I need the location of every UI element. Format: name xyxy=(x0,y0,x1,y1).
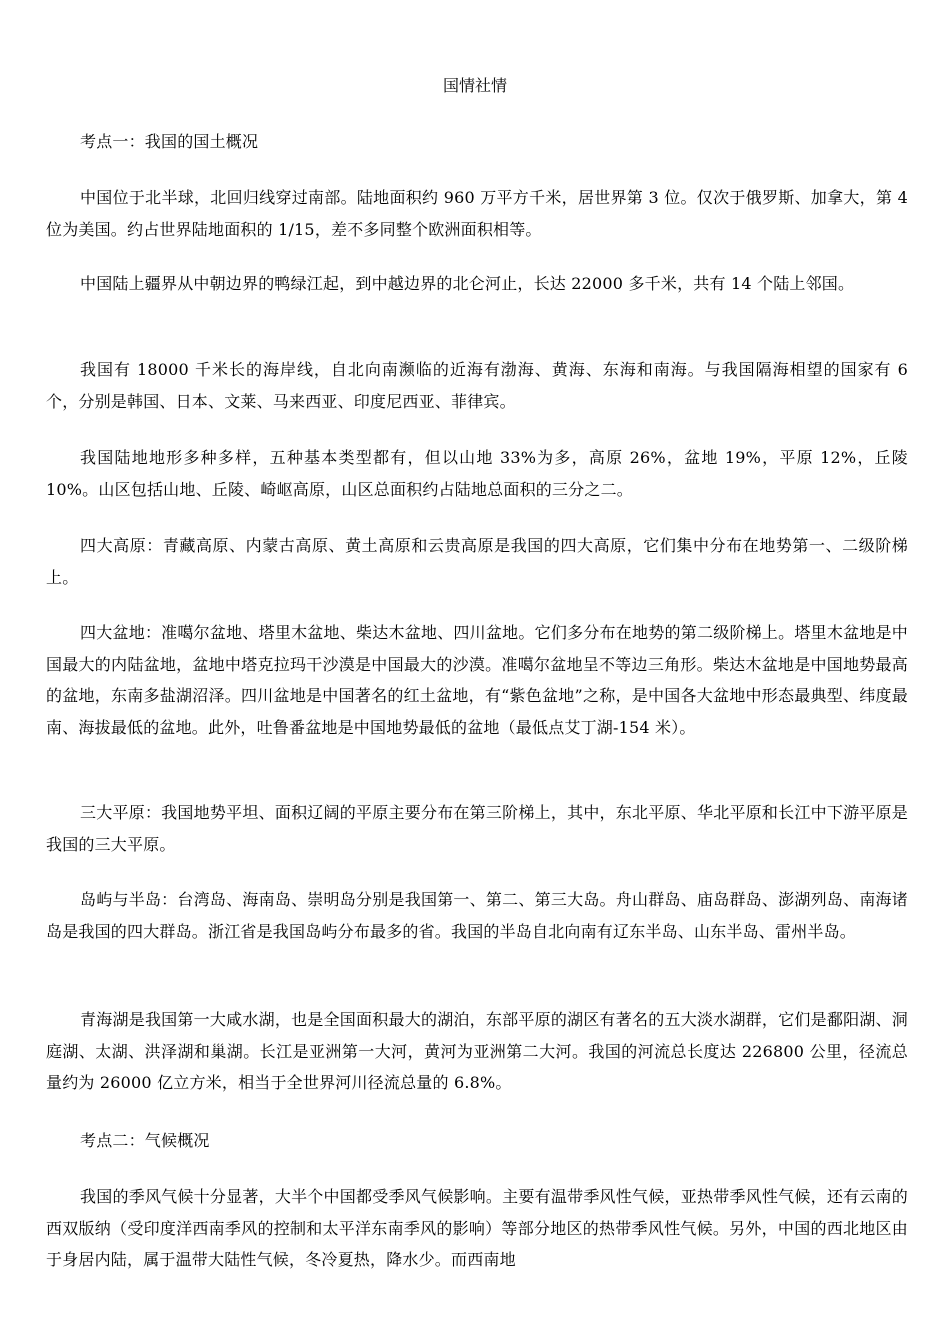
paragraph-terrain: 我国陆地地形多种多样，五种基本类型都有，但以山地 33%为多，高原 26%，盆地 19%，平原 12%，丘陵 10%。山区包括山地、丘陵、崎岖高原，山区总面积约占陆地总面积的三分之二。 xyxy=(46,448,908,499)
paragraph-four-basins: 四大盆地：准噶尔盆地、塔里木盆地、柴达木盆地、四川盆地。它们多分布在地势的第二级阶梯上。塔里木盆地是中国最大的内陆盆地，盆地中塔克拉玛干沙漠是中国最大的沙漠。准噶尔盆地呈不等边三角形。柴达木盆地是中国地势最高的盆地，东南多盐湖沼泽。四川盆地是中国著名的红土盆地，有“紫色盆地”之称，是中国各大盆地中形态最典型、纬度最南、海拔最低的盆地。此外，吐鲁番盆地是中国地势最低的盆地（最低点艾丁湖-154 米）。 xyxy=(46,623,908,737)
paragraph-climate: 我国的季风气候十分显著，大半个中国都受季风气候影响。主要有温带季风性气候，亚热带季风性气候，还有云南的西双版纳（受印度洋西南季风的控制和太平洋东南季风的影响）等部分地区的热带季风性气候。另外，中国的西北地区由于身居内陆，属于温带大陆性气候，冬冷夏热，降水少。而西南地 xyxy=(46,1187,908,1269)
paragraph-islands-peninsulas: 岛屿与半岛：台湾岛、海南岛、崇明岛分别是我国第一、第二、第三大岛。舟山群岛、庙岛群岛、澎湖列岛、南海诸岛是我国的四大群岛。浙江省是我国岛屿分布最多的省。我国的半岛自北向南有辽东半岛、山东半岛、雷州半岛。 xyxy=(46,890,908,941)
paragraph-coastline: 我国有 18000 千米长的海岸线，自北向南濒临的近海有渤海、黄海、东海和南海。与我国隔海相望的国家有 6 个，分别是韩国、日本、文莱、马来西亚、印度尼西亚、菲律宾。 xyxy=(46,360,908,411)
paragraph-three-plains: 三大平原：我国地势平坦、面积辽阔的平原主要分布在第三阶梯上，其中，东北平原、华北平原和长江中下游平原是我国的三大平原。 xyxy=(46,803,908,854)
document-title: 国情社情 xyxy=(442,76,507,95)
paragraph-land-area: 中国位于北半球，北回归线穿过南部。陆地面积约 960 万平方千米，居世界第 3 位。仅次于俄罗斯、加拿大，第 4 位为美国。约占世界陆地面积的 1/15，差不多同整个欧洲面积相等。 xyxy=(46,188,908,239)
paragraph-lakes-rivers: 青海湖是我国第一大咸水湖，也是全国面积最大的湖泊，东部平原的湖区有著名的五大淡水湖群，它们是鄱阳湖、洞庭湖、太湖、洪泽湖和巢湖。长江是亚洲第一大河，黄河为亚洲第二大河。我国的河流总长度达 226800 公里，径流总量约为 26000 亿立方米，相当于全世界河川径流总量的 6.8%。 xyxy=(46,1010,908,1092)
paragraph-land-border: 中国陆上疆界从中朝边界的鸭绿江起，到中越边界的北仑河止，长达 22000 多千米，共有 14 个陆上邻国。 xyxy=(80,274,855,293)
section-heading-2: 考点二：气候概况 xyxy=(80,1131,210,1150)
paragraph-four-plateaus: 四大高原：青藏高原、内蒙古高原、黄土高原和云贵高原是我国的四大高原，它们集中分布在地势第一、二级阶梯上。 xyxy=(46,536,908,587)
section-heading-1: 考点一：我国的国土概况 xyxy=(80,132,259,151)
